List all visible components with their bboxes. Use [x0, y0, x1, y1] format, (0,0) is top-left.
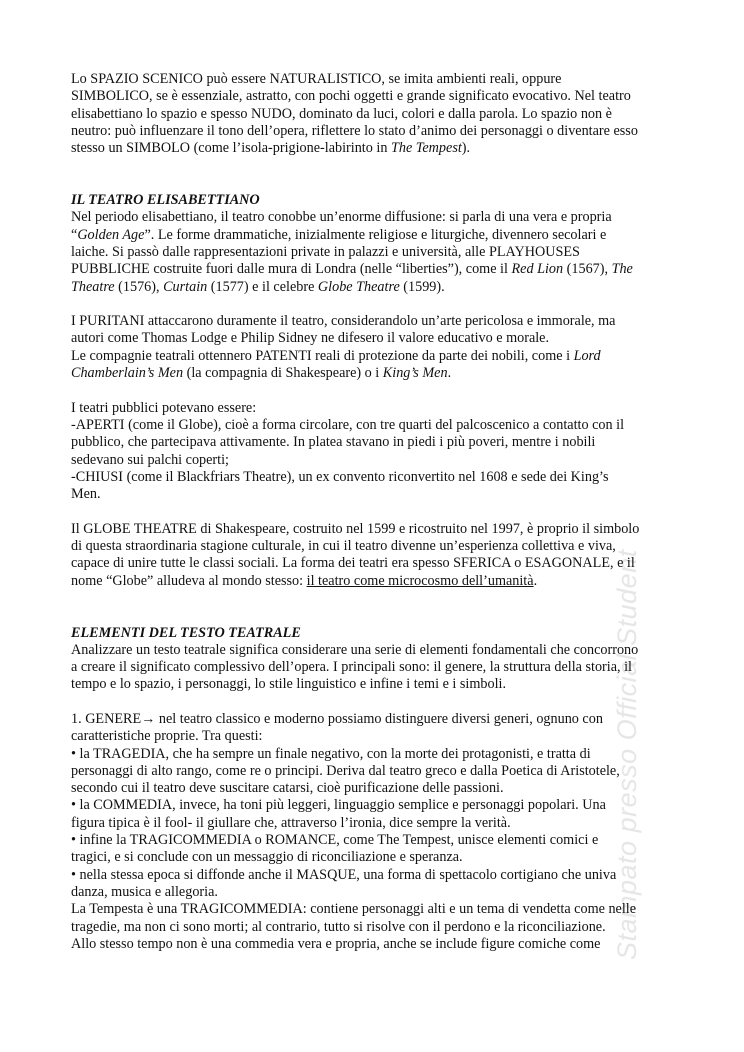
text-line: [71, 469, 681, 486]
text-line: [71, 676, 681, 693]
text-line: [71, 521, 681, 538]
text-line: [71, 71, 681, 88]
italic-text: Chamberlain’s Men: [71, 365, 184, 382]
text-segment: -CHIUSI (come il Blackfriars Theatre), un ex convento riconvertito nel 1608 e sede dei King’s: [71, 468, 609, 485]
text-line: [71, 746, 681, 763]
text-line: [71, 711, 681, 728]
text-segment: • infine la TRAGICOMMEDIA o ROMANCE, come The Tempest, unisce elementi comici e: [71, 832, 599, 849]
text-segment: Le compagnie teatrali ottennero PATENTI reali di protezione da parte dei nobili, come i: [71, 347, 574, 364]
blank-line: [71, 590, 681, 607]
text-segment: caratteristiche proprie. Tra questi:: [71, 728, 263, 745]
text-line: [71, 227, 681, 244]
text-line: [71, 486, 681, 503]
text-segment: La Tempesta è una TRAGICOMMEDIA: contiene personaggi alti e un tema di vendetta come nelle: [71, 901, 637, 918]
text-segment: Il GLOBE THEATRE di Shakespeare, costruito nel 1599 e ricostruito nel 1997, è proprio il simbolo: [71, 520, 640, 537]
text-segment: personaggi di alto rango, come re o principi. Deriva dal teatro greco e dalla Poetica di Aristotele,: [71, 762, 620, 779]
text-segment: (1577) e il celebre: [207, 278, 318, 295]
text-segment: tragedie, ma non ci sono morti; al contrario, tutto si risolve con il perdono e la riconciliazione.: [71, 918, 606, 935]
text-line: [71, 555, 681, 572]
section-heading: IL TEATRO ELISABETTIANO: [71, 192, 260, 209]
text-segment: I PURITANI attaccarono duramente il teatro, considerandolo un’arte pericolosa e immorale, ma: [71, 313, 616, 330]
text-line: [71, 106, 681, 123]
text-segment: “: [71, 226, 78, 243]
italic-text: Curtain: [163, 278, 208, 295]
text-line: [71, 780, 681, 797]
blank-line: [71, 296, 681, 313]
text-segment: secondo cui il teatro deve suscitare catarsi, cioè purificazione delle passioni.: [71, 780, 504, 797]
text-line: [71, 815, 681, 832]
blank-line: [71, 503, 681, 520]
text-segment: autori come Thomas Lodge e Philip Sidney ne difesero il valore educativo e morale.: [71, 330, 550, 347]
text-segment: stesso un SIMBOLO (come l’isola-prigione-labirinto in: [71, 140, 391, 157]
text-segment: • nella stessa epoca si diffonde anche il MASQUE, una forma di spettacolo cortigiano che univa: [71, 866, 617, 883]
text-segment: Allo stesso tempo non è una commedia vera e propria, anche se include figure comiche come: [71, 935, 601, 952]
text-segment: laiche. Si passò dalle rappresentazioni private in palazzi e università, alle PLAYHOUSES: [71, 243, 580, 260]
blank-line: [71, 382, 681, 399]
text-line: [71, 123, 681, 140]
text-line: [71, 936, 681, 953]
blank-line: [71, 157, 681, 174]
text-line: [71, 313, 681, 330]
underlined-text: il teatro come microcosmo dell’umanità: [306, 572, 534, 589]
text-segment: SIMBOLICO, se è essenziale, astratto, con pochi oggetti e grande significato evocativo. Nel teatro: [71, 88, 631, 105]
watermark: Stampato presso Official Student: [612, 549, 642, 960]
text-segment: Nel periodo elisabettiano, il teatro conobbe un’enorme diffusione: si parla di una vera e propria: [71, 209, 612, 226]
text-segment: tragici, e si conclude con un messaggio di riconciliazione e speranza.: [71, 849, 463, 866]
text-segment: Men.: [71, 486, 101, 503]
text-segment: (1567),: [563, 261, 612, 278]
italic-text: King’s Men: [382, 365, 448, 382]
text-segment: (la compagnia di Shakespeare) o i: [183, 365, 383, 382]
text-line: [71, 452, 681, 469]
text-line: [71, 919, 681, 936]
text-segment: -APERTI (come il Globe), cioè a forma circolare, con tre quarti del palcoscenico a contatto con il: [71, 416, 625, 433]
text-segment: ”. Le forme drammatiche, inizialmente religiose e liturgiche, divennero secolari e: [144, 226, 607, 243]
text-line: [71, 279, 681, 296]
text-line: [71, 400, 681, 417]
text-line: [71, 330, 681, 347]
text-line: [71, 348, 681, 365]
text-line: [71, 417, 681, 434]
text-segment: 1. GENERE→ nel teatro classico e moderno possiamo distinguere diversi generi, ognuno con: [71, 710, 603, 727]
document-page: [71, 71, 681, 953]
text-segment: PUBBLICHE costruite fuori dalle mura di Londra (nelle “liberties”), come il: [71, 261, 512, 278]
blank-line: [71, 694, 681, 711]
text-segment: ).: [461, 140, 471, 157]
text-segment: pubblico, che partecipava attivamente. In platea stavano in piedi i più poveri, mentre i nobili: [71, 434, 596, 451]
text-line: [71, 209, 681, 226]
text-line: [71, 763, 681, 780]
text-line: [71, 538, 681, 555]
text-line: [71, 192, 681, 209]
text-line: [71, 901, 681, 918]
text-line: [71, 659, 681, 676]
text-line: [71, 642, 681, 659]
text-line: [71, 832, 681, 849]
text-segment: • la TRAGEDIA, che ha sempre un finale negativo, con la morte dei protagonisti, e tratta di: [71, 745, 591, 762]
text-line: [71, 867, 681, 884]
text-line: [71, 140, 681, 157]
text-line: [71, 88, 681, 105]
italic-text: Theatre: [71, 278, 115, 295]
text-segment: .: [533, 572, 538, 589]
section-heading: ELEMENTI DEL TESTO TEATRALE: [71, 624, 301, 641]
text-segment: (1599).: [399, 278, 445, 295]
blank-line: [71, 607, 681, 624]
text-segment: tempo e lo spazio, i personaggi, lo stile linguistico e infine i temi e i simboli.: [71, 676, 507, 693]
text-segment: • la COMMEDIA, invece, ha toni più leggeri, linguaggio semplice e personaggi popolari. Una: [71, 797, 606, 814]
text-segment: .: [447, 365, 452, 382]
text-segment: danza, musica e allegoria.: [71, 883, 218, 900]
text-segment: elisabettiano lo spazio e spesso NUDO, dominato da luci, colori e dalla parola. Lo spazio non è: [71, 105, 612, 122]
italic-text: The Tempest: [390, 140, 462, 157]
text-segment: di questa straordinaria stagione culturale, in cui il teatro divenne un’esperienza collettiva e viva,: [71, 538, 616, 555]
italic-text: Red Lion: [511, 261, 564, 278]
italic-text: The: [611, 261, 633, 278]
text-line: [71, 797, 681, 814]
text-segment: Analizzare un testo teatrale significa considerare una serie di elementi fondamentali che concorrono: [71, 641, 639, 658]
text-line: [71, 849, 681, 866]
text-line: [71, 365, 681, 382]
text-line: [71, 434, 681, 451]
italic-text: Lord: [573, 347, 601, 364]
text-line: [71, 728, 681, 745]
text-line: [71, 884, 681, 901]
text-line: [71, 261, 681, 278]
text-segment: capace di unire tutte le classi sociali. La forma dei teatri era spesso SFERICA o ESAGONALE, e il: [71, 555, 635, 572]
text-line: [71, 573, 681, 590]
text-segment: I teatri pubblici potevano essere:: [71, 399, 257, 416]
text-segment: a creare il significato complessivo dell’opera. I principali sono: il genere, la struttura della storia, il: [71, 659, 633, 676]
italic-text: Globe Theatre: [317, 278, 400, 295]
text-segment: figura tipica è il fool- il giullare che, attraverso l’ironia, dice sempre la verità.: [71, 814, 511, 831]
text-segment: (1576),: [114, 278, 164, 295]
text-segment: sedevano sui palchi coperti;: [71, 451, 229, 468]
blank-line: [71, 175, 681, 192]
text-segment: Lo SPAZIO SCENICO può essere NATURALISTICO, se imita ambienti reali, oppure: [71, 71, 562, 87]
text-line: [71, 244, 681, 261]
text-segment: neutro: può influenzare il tono dell’opera, riflettere lo stato d’animo dei personaggi o diventare esso: [71, 122, 638, 139]
italic-text: Golden Age: [77, 226, 145, 243]
text-line: [71, 625, 681, 642]
text-segment: nome “Globe” alludeva al mondo stesso:: [71, 572, 307, 589]
